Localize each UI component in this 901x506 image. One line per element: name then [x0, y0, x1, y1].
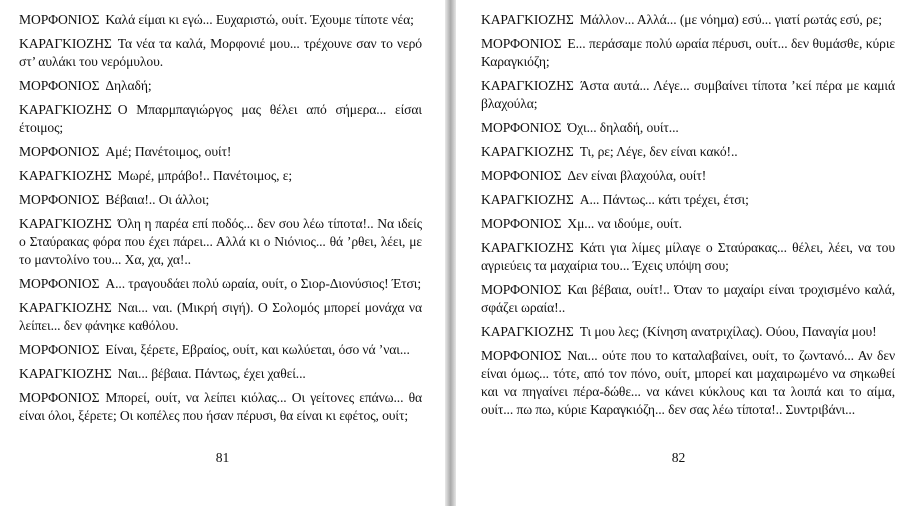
speaker-name: ΚΑΡΑΓΚΙΟΖΗΣ: [19, 168, 112, 183]
dialogue-text: Αμέ; Πανέτοιμος, ουίτ!: [105, 144, 232, 159]
dialogue-text: Όχι... δηλαδή, ουίτ...: [567, 120, 679, 135]
speaker-name: ΜΟΡΦΟΝΙΟΣ: [481, 168, 562, 183]
dialogue-text: Όλη η παρέα επί ποδός... δεν σου λέω τίποτα!.. Να ιδείς ο Σταύρακας φόρα που έχει πάρει... Αλλά κι ο Νιόνιος... θά ’ρθει, λέει, με το μαντολίνο του... Χα, χα, χα!..: [19, 216, 422, 267]
dialogue-entry: [481, 77, 895, 113]
speaker-name: ΜΟΡΦΟΝΙΟΣ: [481, 282, 562, 297]
dialogue-text: Μωρέ, μπράβο!.. Πανέτοιμος, ε;: [117, 168, 293, 183]
dialogue-entry: [481, 323, 895, 341]
dialogue-entry: [481, 239, 895, 275]
dialogue-text: Τι μου λες; (Κίνηση ανατριχίλας). Ούου, Παναγία μου!: [579, 324, 877, 339]
dialogue-text: Μάλλον... Αλλά... (με νόημα) εσύ... γιατί ρωτάς εσύ, ρε;: [579, 12, 882, 27]
dialogue-text: Άστα αυτά... Λέγε... συμβαίνει τίποτα ’κεί πέρα με καμιά βλαχούλα;: [481, 78, 895, 111]
speaker-name: ΜΟΡΦΟΝΙΟΣ: [19, 276, 100, 291]
dialogue-text: Ο Μπαρμπαγιώργος μας θέλει από σήμερα... είσαι έτοιμος;: [19, 102, 422, 135]
speaker-name: ΚΑΡΑΓΚΙΟΖΗΣ: [19, 36, 112, 51]
speaker-name: ΚΑΡΑΓΚΙΟΖΗΣ: [481, 192, 574, 207]
dialogue-entry: [19, 191, 422, 209]
speaker-name: ΜΟΡΦΟΝΙΟΣ: [19, 144, 100, 159]
page-number-right: 82: [671, 450, 686, 465]
dialogue-entry: [19, 275, 422, 293]
right-dialogue: [481, 11, 895, 419]
speaker-name: ΚΑΡΑΓΚΙΟΖΗΣ: [481, 240, 574, 255]
dialogue-entry: [19, 299, 422, 335]
speaker-name: ΚΑΡΑΓΚΙΟΖΗΣ: [481, 144, 574, 159]
right-page: [456, 0, 901, 506]
speaker-name: ΜΟΡΦΟΝΙΟΣ: [19, 12, 100, 27]
dialogue-text: Ναι... ναι. (Μικρή σιγή). Ο Σολομός μπορεί μονάχα να λείπει... δεν φάνηκε καθόλου.: [19, 300, 422, 333]
speaker-name: ΜΟΡΦΟΝΙΟΣ: [481, 36, 562, 51]
dialogue-entry: [481, 281, 895, 317]
dialogue-text: Βέβαια!.. Οι άλλοι;: [105, 192, 210, 207]
speaker-name: ΜΟΡΦΟΝΙΟΣ: [481, 120, 562, 135]
dialogue-text: Και βέβαια, ουίτ!.. Όταν το μαχαίρι είναι τροχισμένο καλά, σφάζει ωραία!..: [481, 282, 895, 315]
speaker-name: ΜΟΡΦΟΝΙΟΣ: [19, 192, 100, 207]
speaker-name: ΚΑΡΑΓΚΙΟΖΗΣ: [481, 78, 574, 93]
dialogue-entry: [481, 35, 895, 71]
dialogue-text: Δηλαδή;: [105, 78, 152, 93]
dialogue-entry: [481, 347, 895, 419]
speaker-name: ΜΟΡΦΟΝΙΟΣ: [19, 78, 100, 93]
dialogue-entry: [481, 215, 895, 233]
speaker-name: ΜΟΡΦΟΝΙΟΣ: [19, 342, 100, 357]
dialogue-text: Α... τραγουδάει πολύ ωραία, ουίτ, ο Σιορ-Διονύσιος! Έτσι;: [105, 276, 421, 291]
speaker-name: ΚΑΡΑΓΚΙΟΖΗΣ: [481, 324, 574, 339]
speaker-name: ΚΑΡΑΓΚΙΟΖΗΣ: [481, 12, 574, 27]
dialogue-text: Τι, ρε; Λέγε, δεν είναι κακό!..: [579, 144, 738, 159]
dialogue-text: Είναι, ξέρετε, Εβραίος, ουίτ, και κωλύεται, όσο νά ’ναι...: [105, 342, 410, 357]
left-dialogue: [19, 11, 422, 425]
dialogue-entry: [481, 191, 895, 209]
dialogue-entry: [19, 143, 422, 161]
page-number-left: 81: [215, 450, 230, 465]
dialogue-entry: [19, 35, 422, 71]
dialogue-text: Ναι... ούτε που το καταλαβαίνει, ουίτ, το ζωντανό... Αν δεν είναι όμως... τότε, από τον πόνο, ουίτ, μπορεί και μαχαιρωμένο να σηκωθεί και να πηγαίνει πέρα-δώθε... να κάνει κύκλους και τα λοιπά και το αίμα, ουίτ... πω πω, κύριε Καραγκιόζη... δεν σας λέω τίποτα!.. Συντριβάνι...: [481, 348, 895, 417]
dialogue-text: Τα νέα τα καλά, Μορφονιέ μου... τρέχουνε σαν το νερό στ’ αυλάκι του νερόμυλου.: [19, 36, 422, 69]
dialogue-entry: [481, 11, 895, 29]
dialogue-entry: [19, 365, 422, 383]
dialogue-text: Χμ... να ιδούμε, ουίτ.: [567, 216, 682, 231]
dialogue-entry: [19, 167, 422, 185]
dialogue-entry: [19, 215, 422, 269]
speaker-name: ΜΟΡΦΟΝΙΟΣ: [19, 390, 100, 405]
dialogue-entry: [19, 389, 422, 425]
dialogue-entry: [481, 167, 895, 185]
dialogue-entry: [19, 11, 422, 29]
dialogue-text: Κάτι για λίμες μίλαγε ο Σταύρακας... θέλει, λέει, να του αγριεύεις τα μαχαίρια του... Έχεις υπόψη σου;: [481, 240, 895, 273]
dialogue-text: Μπορεί, ουίτ, να λείπει κιόλας... Οι γείτονες επάνω... θα είναι όλοι, ξέρετε; Οι κοπέλες που ήσαν πέρυσι, θα είναι κι εφέτος, ουίτ;: [19, 390, 422, 423]
dialogue-text: Δεν είναι βλαχούλα, ουίτ!: [567, 168, 707, 183]
dialogue-text: Καλά είμαι κι εγώ... Ευχαριστώ, ουίτ. Έχουμε τίποτε νέα;: [105, 12, 414, 27]
speaker-name: ΚΑΡΑΓΚΙΟΖΗΣ: [19, 300, 112, 315]
dialogue-entry: [481, 119, 895, 137]
speaker-name: ΚΑΡΑΓΚΙΟΖΗΣ: [19, 216, 112, 231]
left-page: [0, 0, 445, 506]
dialogue-text: Ναι... βέβαια. Πάντως, έχει χαθεί...: [117, 366, 306, 381]
dialogue-text: Α... Πάντως... κάτι τρέχει, έτσι;: [579, 192, 749, 207]
speaker-name: ΜΟΡΦΟΝΙΟΣ: [481, 348, 562, 363]
dialogue-entry: [19, 77, 422, 95]
speaker-name: ΚΑΡΑΓΚΙΟΖΗΣ: [19, 366, 112, 381]
dialogue-entry: [19, 341, 422, 359]
speaker-name: ΚΑΡΑΓΚΙΟΖΗΣ: [19, 102, 112, 117]
dialogue-entry: [481, 143, 895, 161]
speaker-name: ΜΟΡΦΟΝΙΟΣ: [481, 216, 562, 231]
dialogue-text: Ε... περάσαμε πολύ ωραία πέρυσι, ουίτ... δεν θυμάσθε, κύριε Καραγκιόζη;: [481, 36, 895, 69]
dialogue-entry: [19, 101, 422, 137]
page-gutter: [445, 0, 456, 506]
